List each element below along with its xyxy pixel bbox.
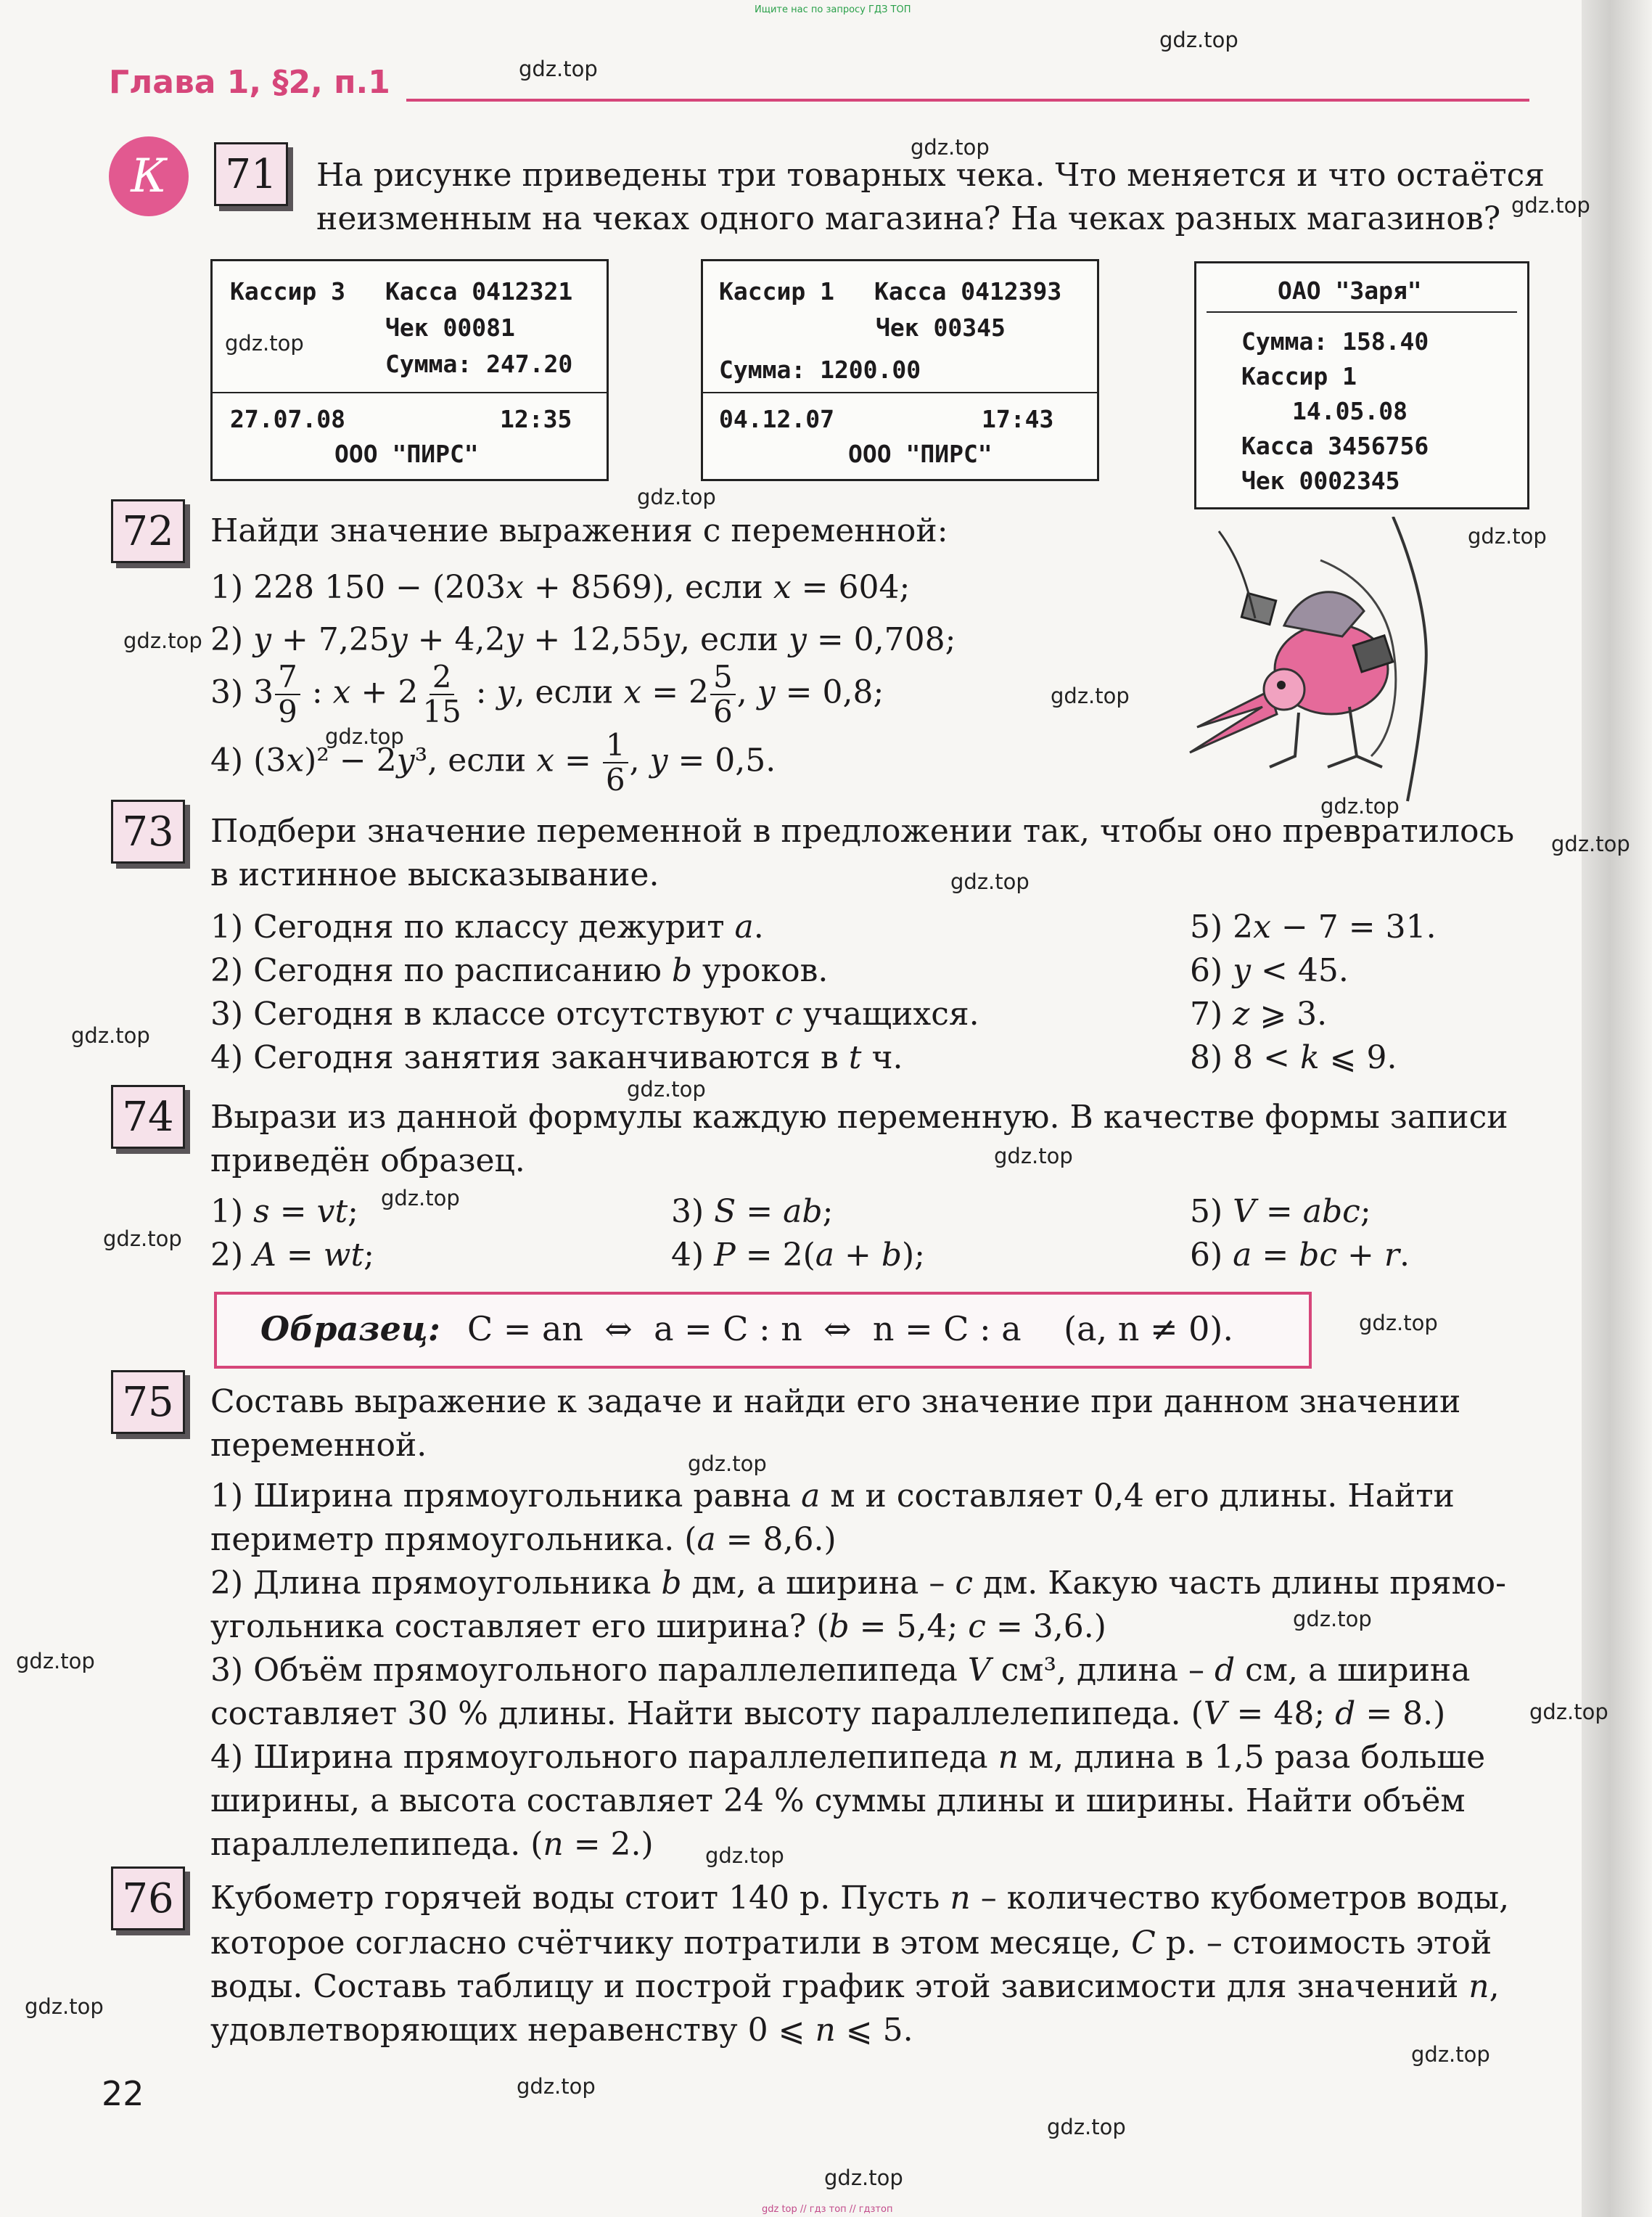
task-75-line1: Составь выражение к задаче и найди его значение при данном значении (210, 1383, 1461, 1420)
watermark: gdz.top (103, 1226, 182, 1251)
task-73-item-3: 3) Сегодня в классе отсутствуют c учащихся. (210, 996, 979, 1033)
chapter-heading: Глава 1, §2, п.1 (109, 64, 390, 101)
task-73-line1: Подбери значение переменной в предложении так, чтобы оно превратилось (210, 813, 1515, 850)
receipt-3 (1194, 261, 1529, 509)
watermark: gdz.top (1411, 2042, 1490, 2067)
receipt-1-cashier: Кассир 3 (230, 277, 345, 306)
task-75-item-4c: параллелепипеда. (n = 2.) (210, 1826, 654, 1863)
watermark: gdz.top (1359, 1311, 1438, 1335)
watermark: gdz.top (381, 1186, 460, 1210)
receipt-3-register: Касса 3456756 (1241, 432, 1429, 460)
receipt-1-register: Касса 0412321 (385, 277, 573, 306)
watermark: gdz.top (517, 2074, 596, 2099)
watermark: gdz.top (25, 1994, 104, 2019)
watermark: gdz.top (1529, 1700, 1608, 1724)
watermark: gdz.top (519, 57, 598, 81)
watermark: gdz.top (1159, 28, 1238, 52)
receipt-2 (701, 259, 1099, 481)
watermark: gdz.top (1293, 1607, 1372, 1631)
task-73-item-2: 2) Сегодня по расписанию b уроков. (210, 952, 829, 989)
task-76-line2: которое согласно счётчику потратили в этом месяце, C р. – стоимость этой (210, 1925, 1492, 1962)
task-number-75: 75 (111, 1370, 185, 1434)
task-75-line2: переменной. (210, 1427, 427, 1464)
task-75-item-1a: 1) Ширина прямоугольника равна a м и составляет 0,4 его длины. Найти (210, 1478, 1455, 1515)
task-74-item-6: 6) a = bc + r. (1190, 1237, 1410, 1274)
watermark: gdz.top (123, 628, 202, 653)
task-71-line2: неизменным на чеках одного магазина? На чеках разных магазинов? (316, 200, 1501, 237)
watermark: gdz.top (1051, 684, 1130, 708)
task-74-item-3: 3) S = ab; (671, 1193, 834, 1230)
task-76-line4: удовлетворяющих неравенству 0 ⩽ n ⩽ 5. (210, 2012, 913, 2049)
competency-badge-icon: К (109, 136, 189, 216)
task-73-item-8: 8) 8 < k ⩽ 9. (1190, 1039, 1397, 1076)
task-75-item-3a: 3) Объём прямоугольного параллелепипеда V см³, длина – d см, а ширина (210, 1652, 1471, 1689)
receipt-2-time: 17:43 (982, 405, 1054, 433)
watermark: gdz.top (911, 135, 990, 160)
receipt-1-date: 27.07.08 (230, 405, 345, 433)
top-banner: Ищите нас по запросу ГДЗ ТОП (755, 4, 911, 15)
task-75-item-4a: 4) Ширина прямоугольного параллелепипеда n м, длина в 1,5 раза больше (210, 1739, 1486, 1776)
task-72-item-2: 2) y + 7,25y + 4,2y + 12,55y, если y = 0,708; (210, 621, 956, 658)
task-72-item-4: 4) (3x)² − 2y³, если x = $\frac{1}{6}$ , y = 0,5. (210, 727, 776, 798)
receipt-2-check: Чек 00345 (876, 314, 1006, 342)
task-73-line2: в истинное высказывание. (210, 856, 659, 893)
task-number-71: 71 (214, 142, 288, 206)
task-73-item-6: 6) y < 45. (1190, 952, 1349, 989)
task-number-74: 74 (111, 1085, 185, 1149)
bottom-banner: gdz top // гдз топ // гдзтоп (762, 2204, 893, 2215)
watermark: gdz.top (1468, 524, 1547, 549)
watermark: gdz.top (637, 485, 716, 509)
receipt-1 (210, 259, 609, 481)
task-75-item-2a: 2) Длина прямоугольника b дм, а ширина – c дм. Какую часть длины прямо- (210, 1565, 1507, 1602)
watermark: gdz.top (994, 1144, 1073, 1168)
task-number-73: 73 (111, 800, 185, 864)
task-number-76: 76 (111, 1866, 185, 1930)
watermark: gdz.top (1320, 794, 1400, 819)
watermark: gdz.top (1551, 832, 1630, 856)
receipt-3-check: Чек 0002345 (1241, 467, 1400, 495)
receipt-2-shop: ООО "ПИРС" (848, 440, 993, 468)
watermark: gdz.top (688, 1451, 767, 1476)
task-73-item-1: 1) Сегодня по классу дежурит a. (210, 909, 764, 946)
task-72-item-3: 3) 3 $\frac{7}{9}$ : x + 2 $\frac{2}{15}$ : y, если x = 2 $\frac{5}{6}$ , y = 0,8; (210, 659, 884, 729)
task-75-item-1b: периметр прямоугольника. (a = 8,6.) (210, 1521, 837, 1558)
task-73-item-4: 4) Сегодня занятия заканчиваются в t ч. (210, 1039, 903, 1076)
watermark: gdz.top (1047, 2115, 1126, 2139)
receipt-1-check: Чек 00081 (385, 314, 515, 342)
receipt-2-divider (703, 392, 1097, 393)
task-number-72: 72 (111, 499, 185, 563)
task-74-item-4: 4) P = 2(a + b); (671, 1237, 926, 1274)
watermark: gdz.top (705, 1843, 784, 1868)
receipt-2-register: Касса 0412393 (874, 277, 1062, 306)
watermark: gdz.top (824, 2165, 903, 2190)
receipt-2-sum: Сумма: 1200.00 (719, 356, 921, 384)
receipt-1-shop: ООО "ПИРС" (334, 440, 479, 468)
task-74-item-5: 5) V = abc; (1190, 1193, 1371, 1230)
watermark: gdz.top (71, 1023, 150, 1048)
book-spine-shadow (1582, 0, 1652, 2217)
receipt-3-cashier: Кассир 1 (1241, 362, 1357, 390)
sample-label: Образец: (260, 1309, 440, 1348)
task-75-item-2b: угольника составляет его ширина? (b = 5,4; c = 3,6.) (210, 1608, 1106, 1645)
sample-box (214, 1292, 1312, 1369)
task-74-line2: приведён образец. (210, 1142, 525, 1179)
task-74-item-1: 1) s = vt; (210, 1193, 358, 1230)
receipt-3-date: 14.05.08 (1292, 397, 1408, 425)
task-73-item-7: 7) z ⩾ 3. (1190, 996, 1328, 1033)
receipt-3-shop: ОАО "Заря" (1278, 276, 1422, 305)
task-75-item-4b: ширины, а высота составляет 24 % суммы длины и ширины. Найти объём (210, 1782, 1466, 1819)
task-73-item-5: 5) 2x − 7 = 31. (1190, 909, 1437, 946)
task-74-item-2: 2) A = wt; (210, 1237, 374, 1274)
watermark: gdz.top (16, 1649, 95, 1673)
receipt-1-time: 12:35 (500, 405, 572, 433)
receipt-1-divider (213, 392, 607, 393)
task-72-item-1: 1) 228 150 − (203x + 8569), если x = 604; (210, 569, 911, 606)
sample-formula: C = an ⇔ a = C : n ⇔ n = C : a (a, n ≠ 0). (467, 1309, 1234, 1348)
watermark: gdz.top (1511, 193, 1590, 218)
task-76-line1: Кубометр горячей воды стоит 140 р. Пусть n – количество кубометров воды, (210, 1880, 1510, 1917)
receipt-1-sum: Сумма: 247.20 (385, 350, 573, 378)
page-number: 22 (102, 2074, 144, 2113)
receipt-2-date: 04.12.07 (719, 405, 834, 433)
task-75-item-3b: составляет 30 % длины. Найти высоту параллелепипеда. (V = 48; d = 8.) (210, 1695, 1446, 1732)
watermark: gdz.top (225, 331, 304, 356)
chapter-rule (406, 99, 1529, 102)
task-72-title: Найди значение выражения с переменной: (210, 512, 948, 549)
receipt-3-divider (1207, 311, 1517, 313)
watermark: gdz.top (950, 869, 1030, 894)
task-74-line1: Вырази из данной формулы каждую переменную. В качестве формы записи (210, 1099, 1508, 1136)
watermark: gdz.top (627, 1077, 706, 1102)
bird-illustration (1175, 517, 1451, 804)
task-71-line1: На рисунке приведены три товарных чека. Что меняется и что остаётся (316, 157, 1545, 194)
watermark: gdz.top (325, 724, 404, 749)
task-76-line3: воды. Составь таблицу и построй график этой зависимости для значений n, (210, 1968, 1500, 2005)
receipt-3-sum: Сумма: 158.40 (1241, 327, 1429, 356)
receipt-2-cashier: Кассир 1 (719, 277, 834, 306)
